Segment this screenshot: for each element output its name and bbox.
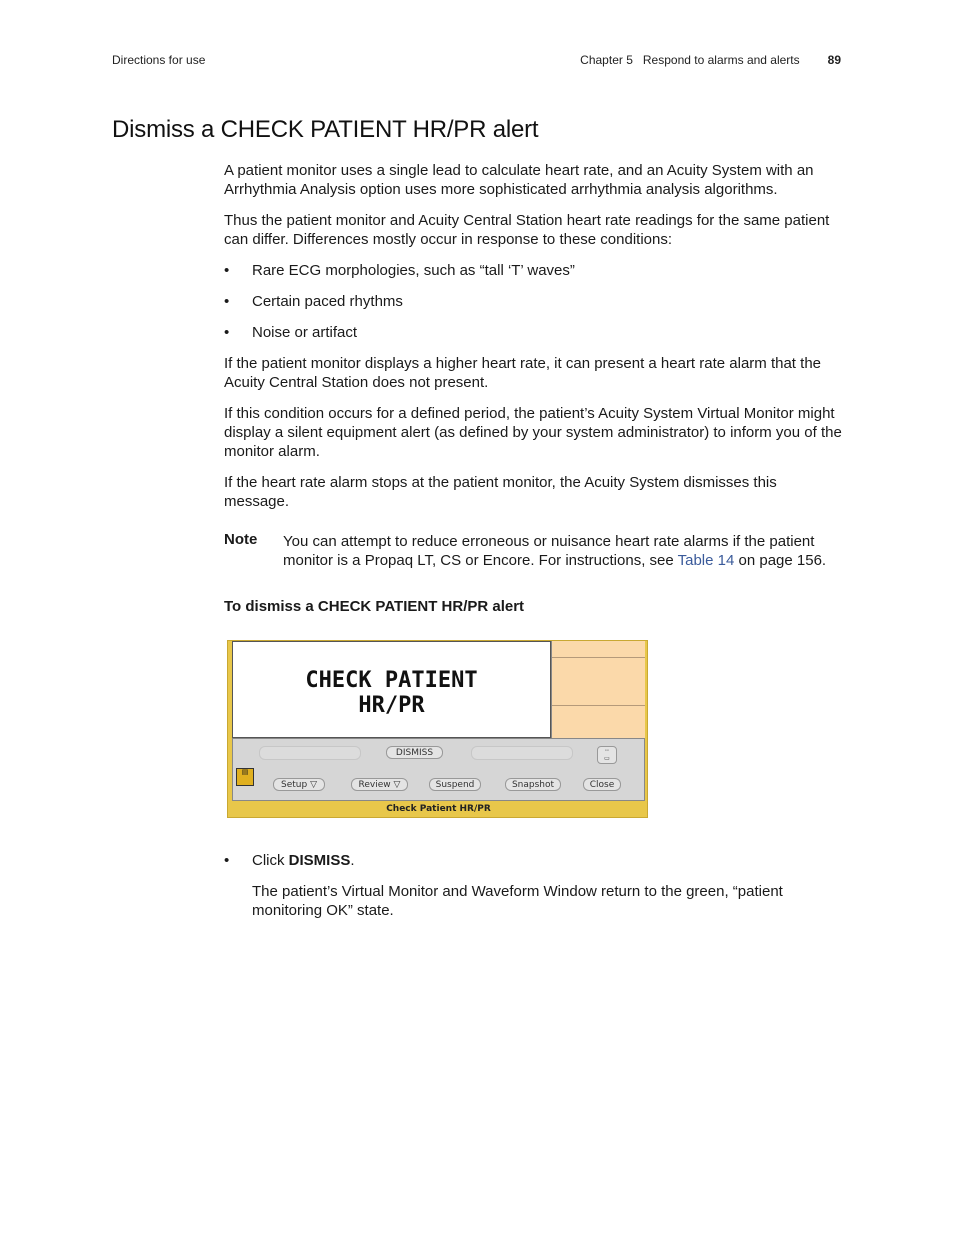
dismiss-button[interactable]: DISMISS: [386, 746, 443, 759]
side-panel: [551, 641, 645, 738]
paragraph-4: If this condition occurs for a defined period, the patient’s Acuity System Virtual Monitor might display a silent equipment alert (as defined by your system administrator) to inform you of the monitor alarm.: [224, 405, 842, 460]
note-label: Note: [224, 531, 258, 548]
paragraph-3: If the patient monitor displays a higher heart rate, it can present a heart rate alarm that the Acuity Central Station does not present.: [224, 355, 821, 391]
status-bar: Check Patient HR/PR: [386, 804, 491, 814]
result-paragraph: The patient’s Virtual Monitor and Waveform Window return to the green, “patient monitoring OK” state.: [252, 883, 783, 919]
dismiss-keyword: DISMISS: [288, 852, 351, 869]
paragraph-1: A patient monitor uses a single lead to calculate heart rate, and an Acuity System with an Arrhythmia Analysis option uses more sophisticated arrhythmia analysis algorithms.: [224, 162, 814, 198]
bullet-item: • Certain paced rhythms: [224, 293, 403, 310]
control-panel: [232, 738, 645, 801]
section-title: Dismiss a CHECK PATIENT HR/PR alert: [112, 116, 539, 143]
running-header-right: [580, 53, 841, 67]
alert-message-box: [232, 641, 551, 738]
alert-message: CHECK PATIENT HR/PR: [305, 668, 478, 718]
running-header-left: Directions for use: [112, 53, 206, 67]
paragraph-5: If the heart rate alarm stops at the patient monitor, the Acuity System dismisses this message.: [224, 474, 777, 510]
table-14-link[interactable]: Table 14: [677, 552, 735, 569]
note-block: [224, 530, 844, 570]
close-button[interactable]: Close: [583, 778, 621, 791]
bullet-item: • Rare ECG morphologies, such as “tall ‘T’ waves”: [224, 262, 575, 279]
step-item: • Click DISMISS.: [224, 852, 355, 869]
silence-icon[interactable]: ◦◦ ▭: [597, 746, 617, 764]
suspend-button[interactable]: Suspend: [429, 778, 481, 791]
note-text: You can attempt to reduce erroneous or nuisance heart rate alarms if the patient monitor is a Propaq LT, CS or Encore. For instructions, see Table 14 on page 156.: [283, 533, 827, 569]
snapshot-button[interactable]: Snapshot: [505, 778, 561, 791]
monitor-icon: ▤: [236, 768, 254, 786]
setup-button[interactable]: Setup ▽: [273, 778, 325, 791]
paragraph-2: Thus the patient monitor and Acuity Central Station heart rate readings for the same patient can differ. Differences mostly occur in response to these conditions:: [224, 212, 830, 248]
procedure-heading: To dismiss a CHECK PATIENT HR/PR alert: [224, 598, 525, 615]
page-number: 89: [827, 53, 841, 67]
chapter-label: Chapter 5 Respond to alarms and alerts: [580, 53, 800, 67]
bullet-item: • Noise or artifact: [224, 324, 358, 341]
review-button[interactable]: Review ▽: [351, 778, 408, 791]
alert-screenshot: [227, 640, 648, 818]
